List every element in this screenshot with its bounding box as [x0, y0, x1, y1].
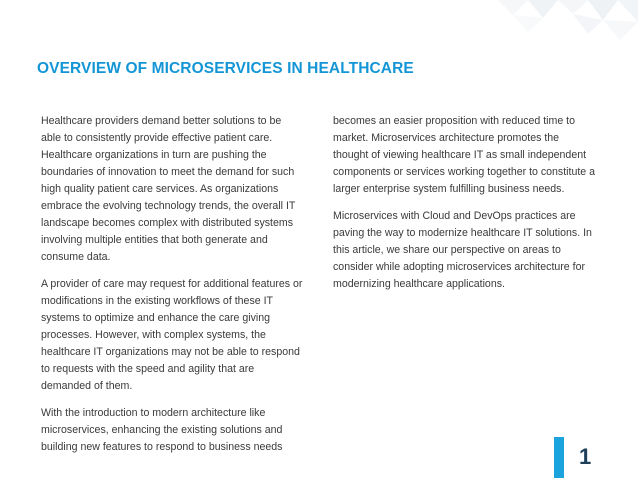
- corner-decoration-icon: [488, 0, 638, 50]
- page-accent-bar: [554, 437, 564, 478]
- page-number: 1: [579, 444, 592, 469]
- page-title: OVERVIEW OF MICROSERVICES IN HEALTHCARE: [37, 60, 414, 77]
- paragraph: Microservices with Cloud and DevOps practices are paving the way to modernize healthcare IT solutions. In this article, we share our perspective on areas to consider while adopting microservices architecture for modernizing healthcare applications.: [333, 210, 592, 290]
- paragraph: becomes an easier proposition with reduced time to market. Microservices architecture promotes the thought of viewing healthcare IT as small independent components or services working together to constitute a larger enterprise system fulfilling business needs.: [333, 115, 596, 195]
- paragraph: With the introduction to modern architecture like microservices, enhancing the existing solutions and building new features to respond to business needs: [41, 407, 283, 453]
- paragraph: A provider of care may request for additional features or modifications in the existing workflows of these IT systems to optimize and enhance the care giving processes. However, with complex systems, the healthcare IT organizations may not be able to respond to requests with the speed and agility that are demanded of them.: [41, 278, 303, 392]
- paragraph: Healthcare providers demand better solutions to be able to consistently provide effective patient care. Healthcare organizations in turn are pushing the boundaries of innovation to meet the demand for such high quality patient care services. As organizations embrace the evolving technology trends, the overall IT landscape becomes complex with distributed systems involving multiple entities that both generate and consume data.: [41, 115, 296, 263]
- left-column: [41, 113, 303, 466]
- right-column: [333, 113, 597, 303]
